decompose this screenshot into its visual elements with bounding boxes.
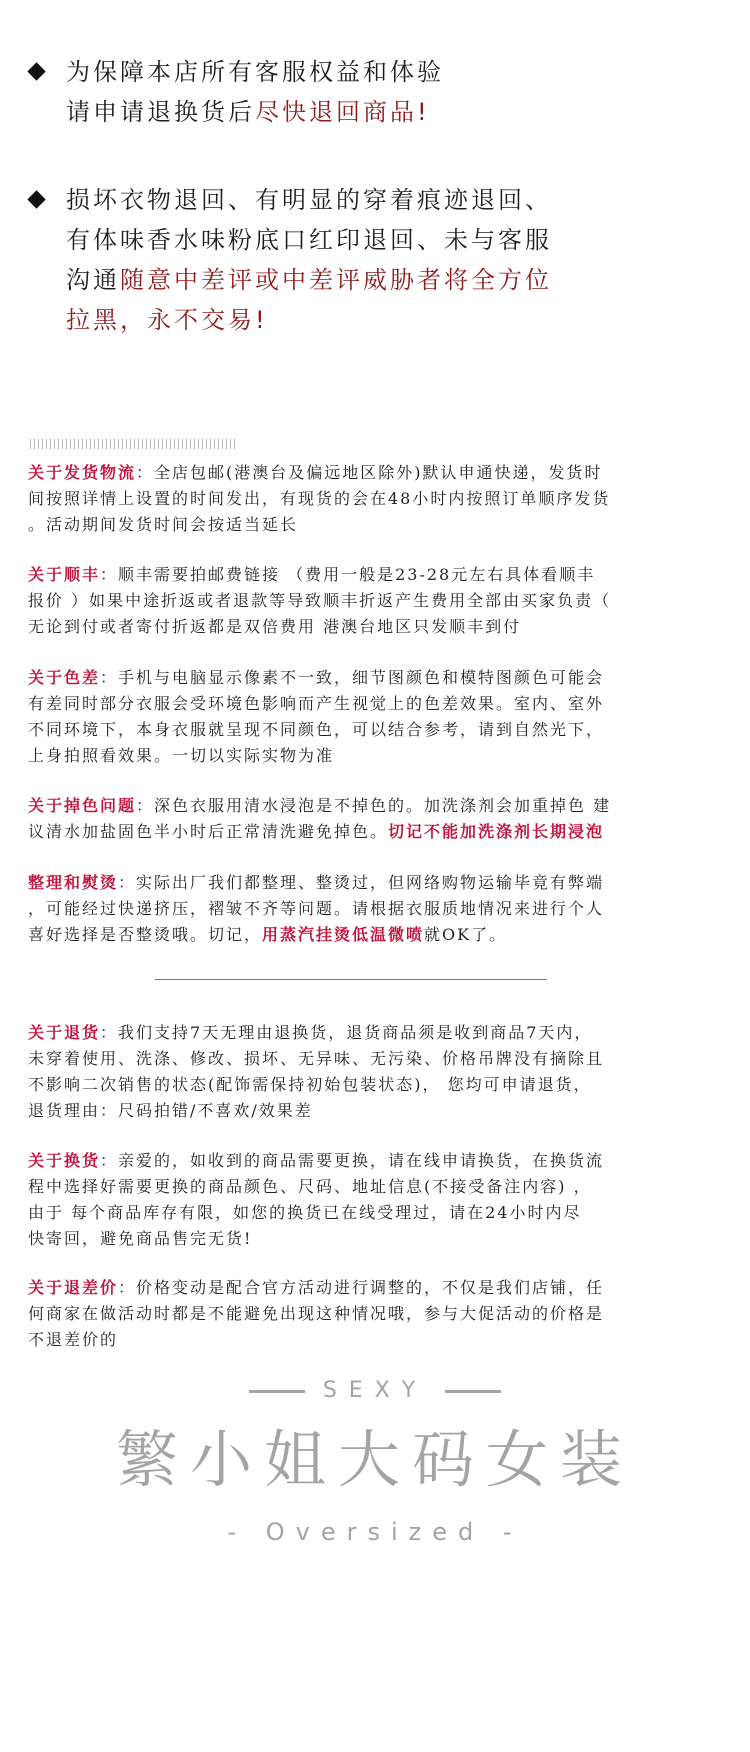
- section-line: 由于 每个商品库存有限，如您的换货已在线受理过，请在24小时内尽: [28, 1203, 582, 1222]
- section-line: 不影响二次销售的状态(配饰需保持初始包装状态)， 您均可申请退货，: [28, 1075, 592, 1094]
- chevron-divider: [30, 439, 235, 449]
- section-line: 无论到付或者寄付折返都是双倍费用 港澳台地区只发顺丰到付: [28, 617, 522, 636]
- section-line: 就OK了。: [424, 925, 508, 944]
- diamond-bullet-icon: [27, 190, 45, 208]
- notice-block-1: [30, 52, 630, 132]
- section-label: 关于色差: [28, 668, 101, 687]
- brand-tagline-top: [0, 1378, 750, 1403]
- section-sf-express: [28, 562, 724, 640]
- brand-logo-text: 繁小姐大码女装: [115, 1423, 634, 1496]
- section-highlight: 用蒸汽挂烫低温微喷: [262, 925, 425, 944]
- section-line: ：顺丰需要拍邮费链接 （费用一般是23-28元左右具体看顺丰: [100, 565, 596, 584]
- section-returns: [28, 1020, 724, 1124]
- section-line: 未穿着使用、洗涤、修改、损坏、无异味、无污染、价格吊牌没有摘除且: [28, 1049, 605, 1068]
- notice2-line1: 损坏衣物退回、有明显的穿着痕迹退回、: [66, 186, 552, 214]
- notice2-line4: 拉黑，永不交易!: [66, 306, 268, 334]
- section-fading: [28, 793, 724, 845]
- notice2-line2: 有体味香水味粉底口红印退回、未与客服: [66, 226, 552, 254]
- section-line: 喜好选择是否整烫哦。切记，: [28, 925, 263, 944]
- section-line: ：全店包邮(港澳台及偏远地区除外)默认申通快递，发货时: [136, 463, 603, 482]
- section-line: 有差同时部分衣服会受环境色影响而产生视觉上的色差效果。室内、室外: [28, 694, 605, 713]
- section-line: ：深色衣服用清水浸泡是不掉色的。加洗涤剂会加重掉色 建: [136, 796, 612, 815]
- section-line: 。活动期间发货时间会按适当延长: [28, 515, 299, 534]
- dash-decoration: [249, 1390, 305, 1393]
- section-label: 关于顺丰: [28, 565, 101, 584]
- section-label: 关于换货: [28, 1151, 101, 1170]
- section-color-difference: [28, 665, 724, 769]
- notice2-line3-text: 沟通: [66, 266, 120, 294]
- dash-decoration: [445, 1390, 501, 1393]
- brand-top-text: SEXY: [322, 1378, 428, 1403]
- notice1-line1: 为保障本店所有客服权益和体验: [66, 58, 444, 86]
- section-line: 不退差价的: [28, 1330, 119, 1349]
- horizontal-divider: [155, 979, 547, 980]
- section-shipping: [28, 460, 724, 538]
- section-line: ：实际出厂我们都整理、整烫过，但网络购物运输毕竟有弊端: [118, 873, 605, 892]
- notice1-line2: [66, 92, 630, 132]
- section-line: ：亲爱的，如收到的商品需要更换，请在线申请换货，在换货流: [100, 1151, 605, 1170]
- section-ironing: [28, 870, 724, 948]
- notice2-line3-highlight: 随意中差评或中差评威胁者将全方位: [120, 266, 552, 294]
- section-price-difference: [28, 1275, 724, 1353]
- section-label: 关于退货: [28, 1023, 101, 1042]
- section-label: 关于退差价: [28, 1278, 119, 1297]
- section-exchange: [28, 1148, 724, 1252]
- notice-block-2: [30, 180, 630, 340]
- section-line: ：我们支持7天无理由退换货，退货商品须是收到商品7天内，: [100, 1023, 593, 1042]
- section-line: 不同环境下，本身衣服就呈现不同颜色，可以结合参考，请到自然光下，: [28, 720, 605, 739]
- section-label: 关于发货物流: [28, 463, 137, 482]
- section-line: 快寄回，避免商品售完无货!: [28, 1229, 253, 1248]
- notice2-line3: [66, 260, 630, 300]
- section-label: 关于掉色问题: [28, 796, 137, 815]
- section-line: ：价格变动是配合官方活动进行调整的，不仅是我们店铺，任: [118, 1278, 605, 1297]
- section-line: 程中选择好需要更换的商品颜色、尺码、地址信息(不接受备注内容) ，: [28, 1177, 592, 1196]
- section-line: 间按照详情上设置的时间发出，有现货的会在48小时内按照订单顺序发货: [28, 489, 611, 508]
- section-line: 退货理由：尺码拍错/不喜欢/效果差: [28, 1101, 313, 1120]
- section-label: 整理和熨烫: [28, 873, 119, 892]
- notice1-line2-highlight: 尽快退回商品!: [255, 98, 430, 126]
- section-line: 议清水加盐固色半小时后正常清洗避免掉色。: [28, 822, 389, 841]
- section-line: 何商家在做活动时都是不能避免出现这种情况哦，参与大促活动的价格是: [28, 1304, 605, 1323]
- notice1-line2-text: 请申请退换货后: [66, 98, 255, 126]
- section-highlight: 切记不能加洗涤剂长期浸泡: [388, 822, 605, 841]
- diamond-bullet-icon: [27, 62, 45, 80]
- section-line: 上身拍照看效果。一切以实际实物为准: [28, 746, 335, 765]
- section-line: ：手机与电脑显示像素不一致，细节图颜色和模特图颜色可能会: [100, 668, 605, 687]
- section-line: 报价 ）如果中途折返或者退款等导致顺丰折返产生费用全部由买家负责（: [28, 591, 612, 610]
- brand-tagline-bottom: - Oversized -: [227, 1518, 523, 1546]
- section-line: ，可能经过快递挤压，褶皱不齐等问题。请根据衣服质地情况来进行个人: [28, 899, 605, 918]
